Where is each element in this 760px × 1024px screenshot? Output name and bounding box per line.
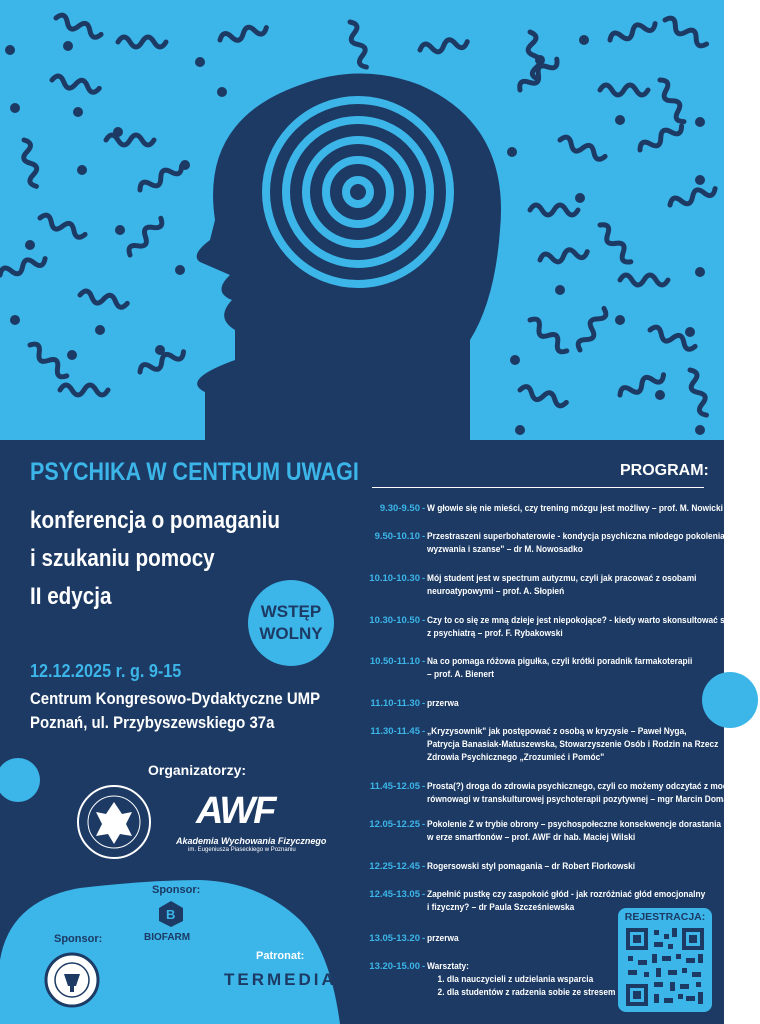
- awf-subname: im. Eugeniusza Piaseckiego w Poznaniu: [188, 847, 296, 853]
- badge-line-1: WSTĘP: [260, 602, 322, 621]
- agenda-line: Prosta(?) droga do zdrowia psychicznego, czyli co możemy odczytać z modelu: [427, 781, 741, 792]
- biofarm-icon: [158, 900, 184, 928]
- agenda-time: 9.50-10.10: [374, 531, 420, 542]
- svg-text:B: B: [166, 907, 176, 922]
- agenda-line: Rogersowski styl pomagania – dr Robert Florkowski: [427, 861, 636, 872]
- agenda-time: 10.50-11.10: [369, 656, 420, 667]
- agenda-time: 12.45-13.05: [369, 889, 420, 900]
- agenda-line: „Kryzysownik" jak postępować z osobą w kryzysie – Paweł Nyga,: [427, 726, 687, 737]
- agenda-line: Mój student jest w spectrum autyzmu, czyli jak pracować z osobami: [427, 573, 697, 584]
- program-divider: [372, 487, 704, 488]
- agenda-line: W głowie się nie mieści, czy trening mózgu jest możliwy – prof. M. Nowicki: [427, 503, 723, 514]
- venue-address: Poznań, ul. Przybyszewskiego 37a: [30, 713, 275, 732]
- ump-seal-logo: [76, 784, 152, 860]
- biofarm-logo: BIOFARM: [144, 932, 191, 943]
- termedia-logo: TERMEDIA: [224, 970, 337, 989]
- poster: PSYCHIKA W CENTRUM UWAGI konferencja o pomaganiu i szukaniu pomocy II edycja WSTĘP WOLNY 12.12.2025 r. g. 9-15 Centrum Kongresowo-Dydaktyczne UMP Poznań, ul. Przybyszewskiego 37a Organizatorzy: AWF Akademia Wychowania Fizycznego im. Eugeniusza Piaseckiego w Poznaniu Sponsor: B BIOFARM Sponsor: Patronat: TERMEDIA PROGRAM: 9.30-9.50 - W głowie się nie mieści, czy trening mózgu jest możliwy – prof. M. Nowicki 9.50-10.10 - Przestraszeni superbohaterowie - kondycja psychiczna młodego pokolenia, wyzwania i szanse" – dr M. Nowosadko 10.10-10.30 - Mój student jest w spectrum autyzmu, czyli jak pracować z osobami neuroatypowymi – prof. A. Słopień 10.30-10.50 - Czy to co się ze mną dzieje jest niepokojące? - kiedy warto skonsultować się z psychiatrą – prof. F. Rybakowski 10.50-11.10 - Na co pomaga różowa pigułka, czyli krótki poradnik farmakoterapii – prof. A. Bienert 11.10-11.30 - przerwa 11.30-11.45 - „Kryzysownik" jak postępować z osobą w kryzysie – Paweł Nyga, Patrycja Banasiak-Matuszewska, Stowarzyszenie Osób i Rodzin na Rzecz Zdrowia Psychicznego „Zrozumieć i Pomóc" 11.45-12.05 - Prosta(?) droga do zdrowia psychicznego, czyli co możemy odczytać z modelu równowagi w transkulturowej psychoterapii pozytywnej – mgr Marcin Domaszewski 12.05-12.25 - Pokolenie Z w trybie obrony – psychospołeczne konsekwencje dorastania w erze smartfonów – prof. AWF dr hab. Maciej Wilski 12.25-12.45 - Rogersowski styl pomagania – dr Robert Florkowski 12.45-13.05 - Zapełnić pustkę czy zaspokoić głód - jak rozróżniać głód emocjonalny i fizyczny? – dr Paula Szcześniewska 13.05-13.20 - przerwa 13.20-15.00 - Warsztaty: 1. dla nauczycieli z udzielania wsparcia 2. dla studentów z radzenia sobie ze stresem REJESTRACJA:: [0, 0, 724, 1024]
- agenda-line: wyzwania i szanse" – dr M. Nowosadko: [427, 544, 583, 555]
- free-entry-badge: [248, 580, 334, 666]
- agenda-line: neuroatypowymi – prof. A. Słopień: [427, 586, 565, 597]
- agenda-line: i fizyczny? – dr Paula Szcześniewska: [427, 902, 575, 913]
- agenda-line: – prof. A. Bienert: [427, 669, 495, 680]
- program-title: PROGRAM:: [620, 462, 709, 479]
- agenda-line: Patrycja Banasiak-Matuszewska, Stowarzyszenie Osób i Rodzin na Rzecz: [427, 739, 719, 750]
- patronage-label: Patronat:: [256, 950, 305, 962]
- head-silhouette: [197, 74, 501, 441]
- subtitle-line-2: i szukaniu pomocy: [30, 545, 215, 572]
- sponsor-label-2: Sponsor:: [54, 933, 103, 945]
- agenda-line: Warsztaty:: [427, 961, 469, 972]
- edition-label: II edycja: [30, 583, 112, 610]
- workshop-item: 2. dla studentów z radzenia sobie ze stresem: [437, 987, 616, 998]
- agenda-time: 10.10-10.30: [369, 573, 420, 584]
- agenda-line: z psychiatrą – prof. F. Rybakowski: [427, 628, 563, 639]
- agenda-line: równowagi w transkulturowej psychoterapii pozytywnej – mgr Marcin Domaszewski: [427, 794, 760, 805]
- agenda-time: 9.30-9.50: [379, 503, 420, 514]
- agenda-line: Przestraszeni superbohaterowie - kondycja psychiczna młodego pokolenia,: [427, 531, 728, 542]
- awf-logo: AWF: [196, 790, 275, 832]
- agenda-time: 11.45-12.05: [369, 781, 420, 792]
- agenda-line: Zdrowia Psychicznego „Zrozumieć i Pomóc": [427, 752, 605, 763]
- agenda-line: Na co pomaga różowa pigułka, czyli krótki poradnik farmakoterapii: [427, 656, 693, 667]
- venue-name: Centrum Kongresowo-Dydaktyczne UMP: [30, 689, 321, 708]
- agenda-time: 12.05-12.25: [369, 819, 420, 830]
- agenda-time: 13.20-15.00: [369, 961, 420, 972]
- event-date: 12.12.2025 r. g. 9-15: [30, 661, 182, 681]
- agenda-time: 13.05-13.20: [369, 933, 420, 944]
- registration-qr-panel[interactable]: [618, 908, 712, 1012]
- side-bubble: [702, 672, 758, 728]
- agenda-time: 11.30-11.45: [370, 726, 420, 737]
- awf-name: Akademia Wychowania Fizycznego: [176, 836, 327, 846]
- registration-label: REJESTRACJA:: [624, 911, 706, 923]
- agenda-time: 11.10-11.30: [370, 698, 420, 709]
- agenda-line: przerwa: [427, 698, 459, 709]
- agenda-line: przerwa: [427, 933, 459, 944]
- agenda-time: 12.25-12.45: [369, 861, 420, 872]
- medical-seal-logo: [44, 952, 100, 1008]
- subtitle-line-1: konferencja o pomaganiu: [30, 507, 281, 534]
- organizers-label: Organizatorzy:: [148, 762, 247, 778]
- qr-code-icon[interactable]: [624, 926, 706, 1008]
- agenda-line: Pokolenie Z w trybie obrony – psychospołeczne konsekwencje dorastania: [427, 819, 722, 830]
- agenda-line: Zapełnić pustkę czy zaspokoić głód - jak rozróżniać głód emocjonalny: [427, 889, 706, 900]
- agenda-line: w erze smartfonów – prof. AWF dr hab. Maciej Wilski: [427, 832, 636, 843]
- agenda-time: 10.30-10.50: [369, 615, 420, 626]
- workshop-item: 1. dla nauczycieli z udzielania wsparcia: [437, 974, 594, 985]
- conference-title: PSYCHIKA W CENTRUM UWAGI: [30, 458, 359, 486]
- agenda-line: Czy to co się ze mną dzieje jest niepokojące? - kiedy warto skonsultować się: [427, 615, 732, 626]
- badge-line-2: WOLNY: [259, 624, 323, 643]
- sponsor-label: Sponsor:: [152, 884, 201, 896]
